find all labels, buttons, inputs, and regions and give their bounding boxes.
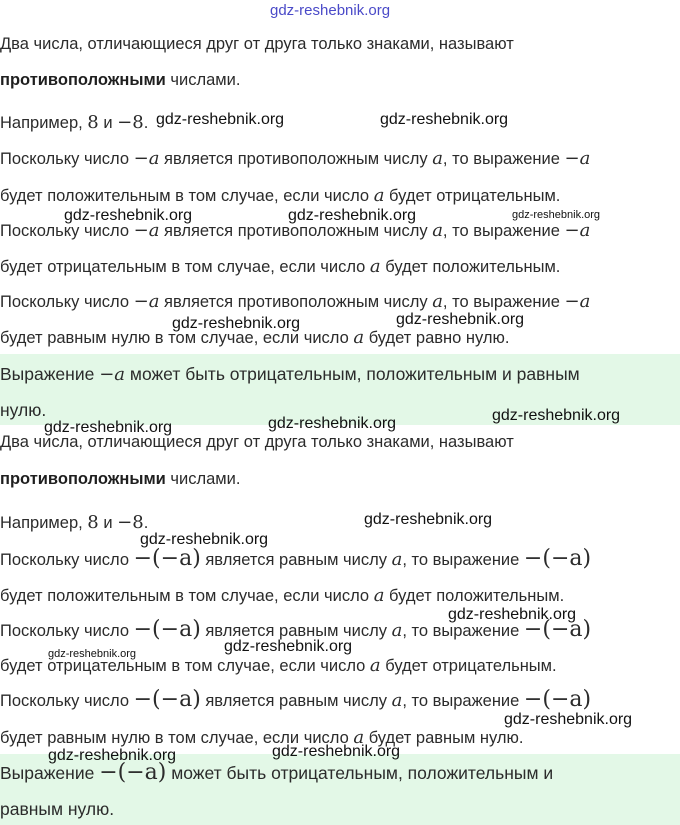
watermark: gdz-reshebnik.org xyxy=(380,111,509,128)
statement-line: Поскольку число −a является противоположным числу a, то выражение −a xyxy=(0,220,591,241)
statement-line: Поскольку число −(−a) является равным числу a, то выражение −(−a) xyxy=(0,617,592,642)
watermark: gdz-reshebnik.org xyxy=(288,207,417,224)
watermark: gdz-reshebnik.org xyxy=(396,311,525,328)
watermark: gdz-reshebnik.org xyxy=(492,407,621,424)
statement-line: будет отрицательным в том случае, если число a будет отрицательным. xyxy=(0,655,557,676)
watermark: gdz-reshebnik.org xyxy=(504,711,633,728)
watermark: gdz-reshebnik.org xyxy=(268,415,397,432)
watermark: gdz-reshebnik.org xyxy=(224,638,353,655)
watermark: gdz-reshebnik.org xyxy=(364,511,493,528)
watermark: gdz-reshebnik.org xyxy=(48,648,137,660)
statement-line: Поскольку число −(−a) является равным числу a, то выражение −(−a) xyxy=(0,546,592,571)
watermark: gdz-reshebnik.org xyxy=(64,207,193,224)
watermark: gdz-reshebnik.org xyxy=(172,315,301,332)
watermark: gdz-reshebnik.org xyxy=(448,606,577,623)
watermark: gdz-reshebnik.org xyxy=(48,747,177,764)
definition-line: Два числа, отличающиеся друг от друга только знаками, называют xyxy=(0,35,514,53)
watermark: gdz-reshebnik.org xyxy=(512,209,601,221)
conclusion-box: Выражение −a может быть отрицательным, положительным и равным нулю. xyxy=(0,354,680,425)
statement-line: будет равным нулю в том случае, если число a будет равным нулю. xyxy=(0,727,524,748)
definition-line: Два числа, отличающиеся друг от друга только знаками, называют xyxy=(0,433,514,451)
statement-line: Поскольку число −(−a) является равным числу a, то выражение −(−a) xyxy=(0,687,592,712)
watermark: gdz-reshebnik.org xyxy=(270,2,391,19)
statement-line: будет положительным в том случае, если число a будет положительным. xyxy=(0,585,565,606)
watermark: gdz-reshebnik.org xyxy=(44,419,173,436)
example-line: Например, 8 и −8. xyxy=(0,512,149,533)
statement-line: Поскольку число −a является противоположным числу a, то выражение −a xyxy=(0,148,591,169)
watermark: gdz-reshebnik.org xyxy=(272,743,401,760)
definition-line-2: противоположными числами. xyxy=(0,470,241,488)
watermark: gdz-reshebnik.org xyxy=(156,111,285,128)
statement-line: будет положительным в том случае, если число a будет отрицательным. xyxy=(0,185,561,206)
statement-line: будет равным нулю в том случае, если число a будет равно нулю. xyxy=(0,327,510,348)
example-line: Например, 8 и −8. xyxy=(0,112,149,133)
conclusion-box: Выражение −(−a) может быть отрицательным, положительным и равным нулю. xyxy=(0,754,680,825)
definition-line-2: противоположными числами. xyxy=(0,71,241,89)
statement-line: будет отрицательным в том случае, если число a будет положительным. xyxy=(0,256,561,277)
statement-line: Поскольку число −a является противоположным числу a, то выражение −a xyxy=(0,291,591,312)
watermark: gdz-reshebnik.org xyxy=(140,531,269,548)
